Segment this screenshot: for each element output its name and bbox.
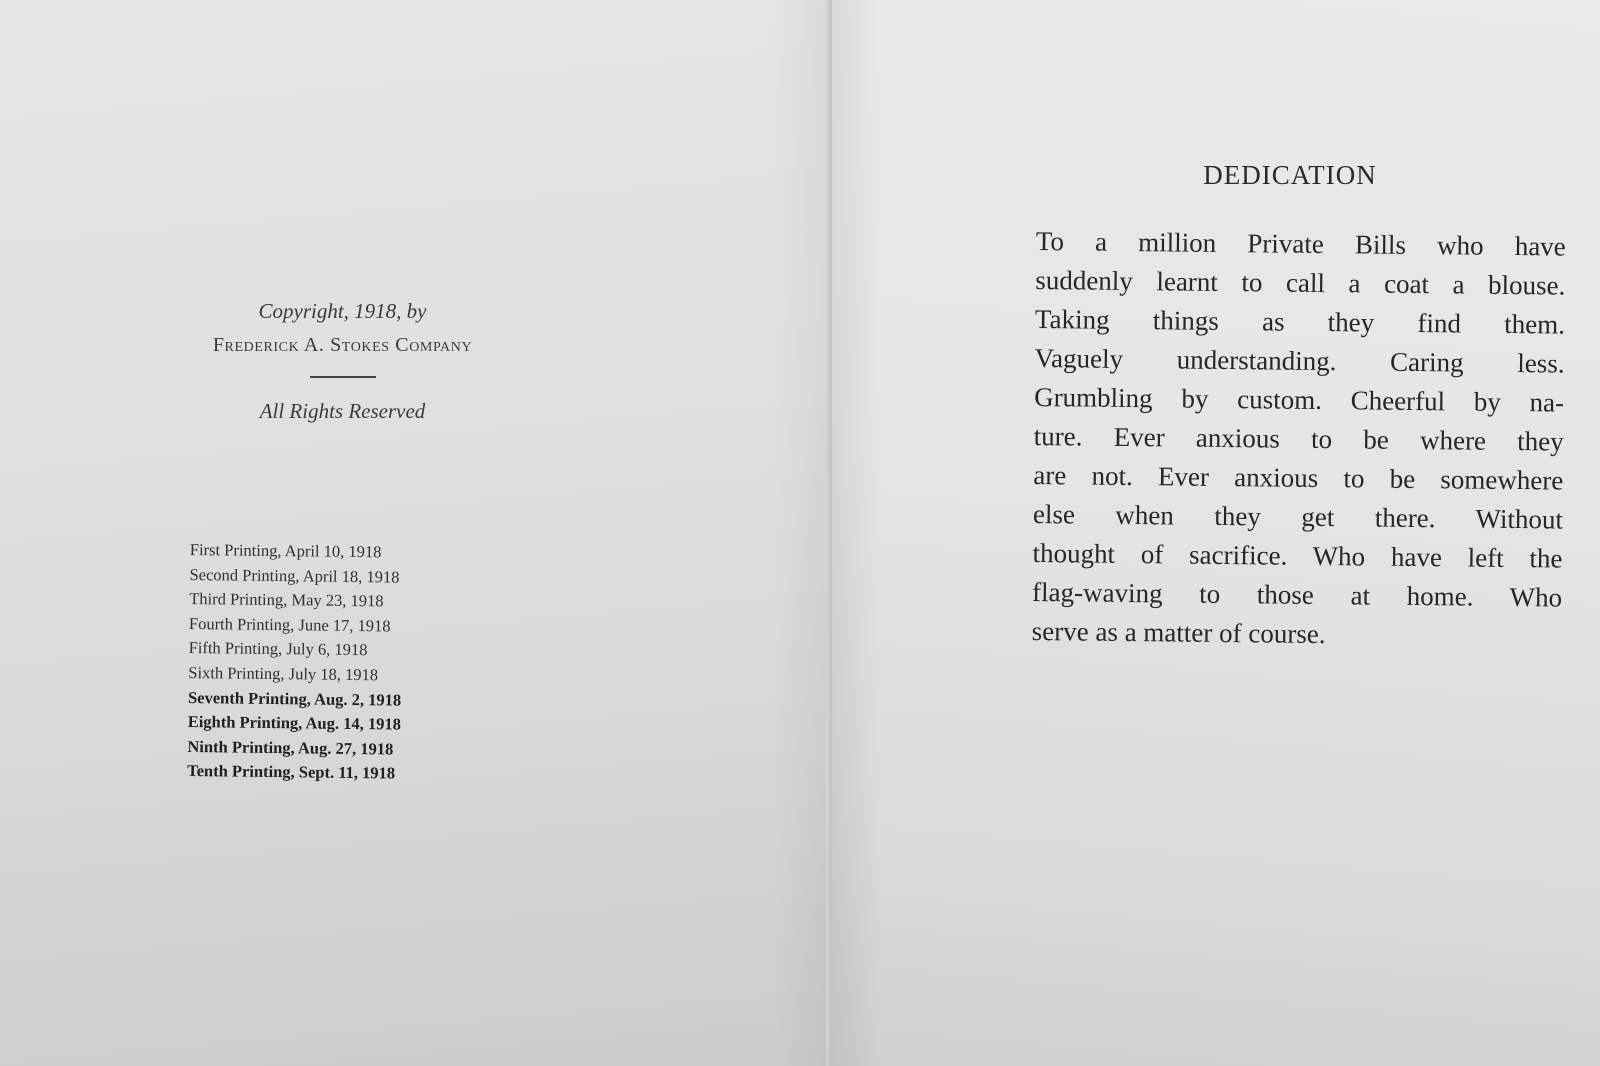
dedication-line: Taking things as they find them.	[1034, 303, 1566, 340]
printing-entry: Fifth Printing, July 6, 1918	[188, 638, 368, 660]
dedication-text	[1032, 222, 1566, 657]
printing-entry: Tenth Printing, Sept. 11, 1918	[187, 761, 396, 783]
divider-rule	[310, 376, 376, 378]
dedication-line: ture. Ever anxious to be where they	[1033, 420, 1564, 457]
dedication-line: thought of sacrifice. Who have left the	[1032, 537, 1563, 574]
printing-entry: Ninth Printing, Aug. 27, 1918	[187, 736, 394, 759]
printing-entry: Second Printing, April 18, 1918	[189, 564, 400, 587]
copyright-line: Copyright, 1918, by	[258, 299, 427, 323]
dedication-line: Vaguely understanding. Caring less.	[1034, 342, 1565, 379]
dedication-line: else when they get there. Without	[1032, 498, 1564, 535]
dedication-title: DEDICATION	[1203, 160, 1377, 190]
printing-entry: Eighth Printing, Aug. 14, 1918	[187, 712, 402, 734]
copyright-block	[170, 298, 515, 424]
rights-reserved-line: All Rights Reserved	[259, 399, 426, 423]
printing-entry: Seventh Printing, Aug. 2, 1918	[187, 687, 402, 710]
dedication-line: Grumbling by custom. Cheerful by na-	[1034, 381, 1565, 418]
dedication-line: suddenly learnt to call a coat a blouse.	[1035, 264, 1566, 301]
printing-entry: First Printing, April 10, 1918	[189, 539, 382, 562]
printing-history-list	[187, 538, 480, 787]
printing-entry: Sixth Printing, July 18, 1918	[188, 662, 379, 685]
dedication-line: serve as a matter of course.	[1031, 615, 1326, 650]
dedication-line: flag-waving to those at home. Who	[1031, 576, 1563, 613]
dedication-line: are not. Ever anxious to be somewhere	[1033, 459, 1564, 496]
dedication-line: To a million Private Bills who have	[1035, 225, 1566, 262]
printing-entry: Fourth Printing, June 17, 1918	[188, 613, 391, 636]
printing-entry: Third Printing, May 23, 1918	[189, 589, 384, 611]
publisher-line: Frederick A. Stokes Company	[212, 334, 473, 356]
